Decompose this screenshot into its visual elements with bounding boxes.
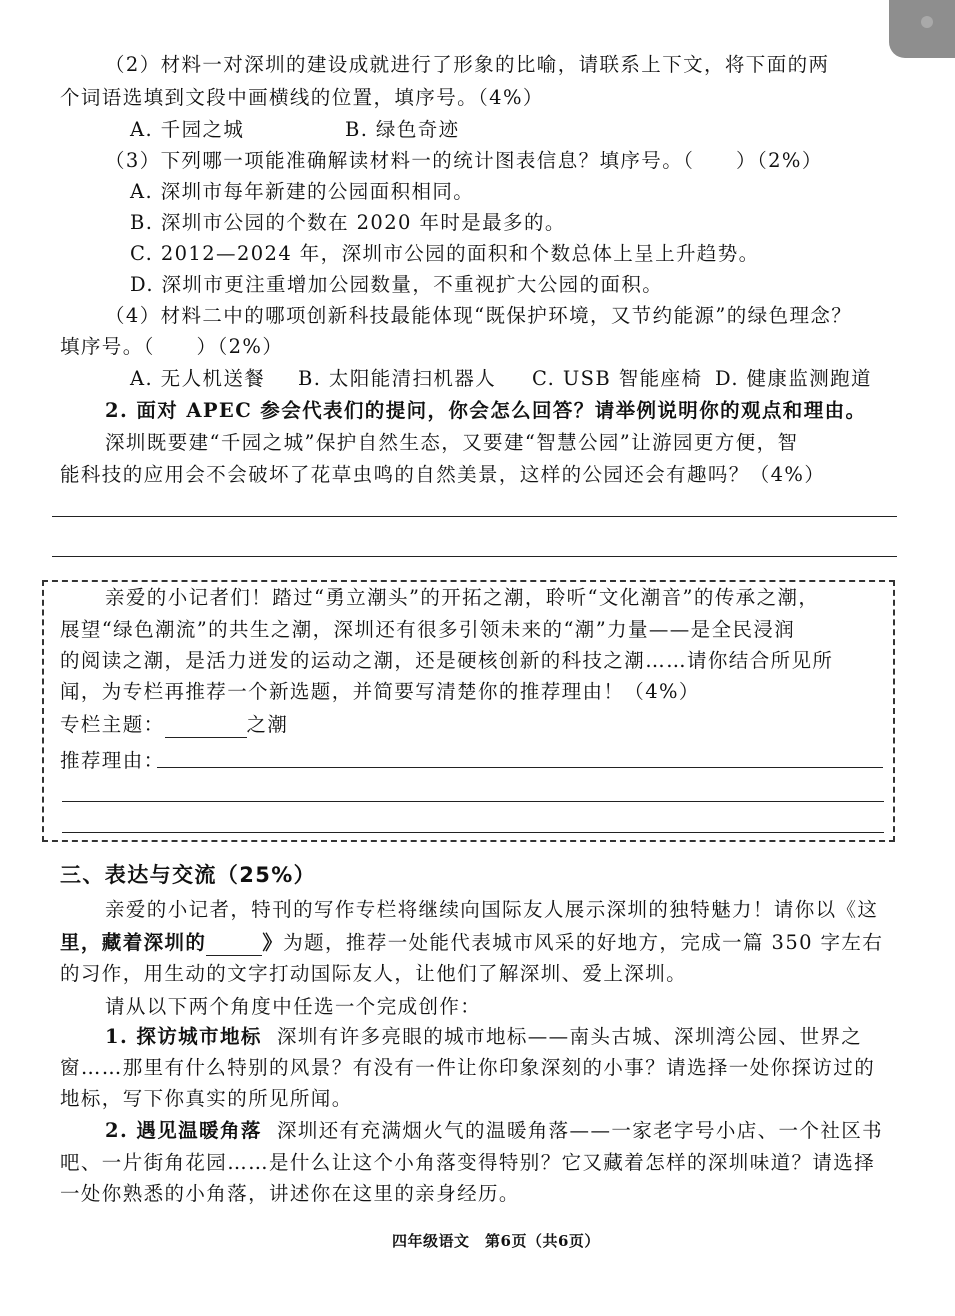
dot-icon	[921, 16, 933, 28]
s3-option1-line1	[105, 1024, 862, 1050]
page-footer: 四年级语文 第6页（共6页）	[392, 1232, 600, 1250]
q2-line2: 个词语选填到文段中画横线的位置，填序号。（4%）	[60, 86, 544, 109]
q4-option-b: B. 太阳能清扫机器人	[298, 367, 497, 390]
box-line4: 闻，为专栏再推荐一个新选题，并简要写清楚你的推荐理由！（4%）	[60, 680, 700, 703]
q4-option-c: C. USB 智能座椅	[532, 367, 703, 390]
option1-title: 1. 探访城市地标	[105, 1025, 262, 1048]
answer-line-1[interactable]	[52, 516, 897, 517]
s3-option2-line1	[105, 1118, 883, 1144]
overlay-button[interactable]	[889, 0, 955, 58]
q3-option-c: C. 2012—2024 年，深圳市公园的面积和个数总体上呈上升趋势。	[130, 242, 760, 265]
title-blank[interactable]	[206, 935, 262, 956]
reason-line-2[interactable]	[62, 801, 884, 802]
reason-label: 推荐理由：	[60, 749, 165, 772]
option1-text: 深圳有许多亮眼的城市地标——南头古城、深圳湾公园、世界之	[276, 1025, 863, 1048]
title-rest: 为题，推荐一处能代表城市风采的好地方，完成一篇 350 字左右	[283, 931, 884, 954]
apec-question-line1: 深圳既要建“千园之城”保护自然生态，又要建“智慧公园”让游园更方便，智	[105, 431, 799, 454]
apec-question-title: 2. 面对 APEC 参会代表们的提问，你会怎么回答？请举例说明你的观点和理由。	[105, 399, 867, 422]
q2-line1: （2）材料一对深圳的建设成就进行了形象的比喻，请联系上下文，将下面的两	[105, 53, 830, 76]
s3-option1-line3: 地标，写下你真实的所见所闻。	[60, 1087, 353, 1110]
q4-line2: 填序号。（ ）（2%）	[60, 335, 284, 358]
q3-stem: （3）下列哪一项能准确解读材料一的统计图表信息？填序号。（ ）（2%）	[105, 149, 823, 172]
theme-row	[60, 712, 288, 738]
s3-option1-line2: 窗……那里有什么特别的风景？有没有一件让你印象深刻的小事？请选择一处你探访过的	[60, 1056, 876, 1079]
s3-p2: 请从以下两个角度中任选一个完成创作：	[105, 995, 482, 1018]
theme-label: 专栏主题：	[60, 713, 165, 736]
s3-p1-line3: 的习作，用生动的文字打动国际友人，让他们了解深圳、爱上深圳。	[60, 962, 688, 985]
reason-line-1[interactable]	[157, 767, 883, 768]
s3-p1-line1: 亲爱的小记者，特刊的写作专栏将继续向国际友人展示深圳的独特魅力！请你以《这	[105, 898, 879, 921]
q4-option-d: D. 健康监测跑道	[715, 367, 872, 390]
option2-title: 2. 遇见温暖角落	[105, 1119, 262, 1142]
q4-option-a: A. 无人机送餐	[130, 367, 266, 390]
apec-question-line2: 能科技的应用会不会破坏了花草虫鸣的自然美景，这样的公园还会有趣吗？（4%）	[60, 463, 826, 486]
q2-option-a: A. 千园之城	[130, 118, 245, 141]
s3-option2-line2: 吧、一片街角花园……是什么让这个小角落变得特别？它又藏着怎样的深圳味道？请选择	[60, 1151, 876, 1174]
box-line3: 的阅读之潮，是活力迸发的运动之潮，还是硬核创新的科技之潮……请你结合所见所	[60, 649, 834, 672]
q3-option-a: A. 深圳市每年新建的公园面积相同。	[130, 180, 475, 203]
option2-text: 深圳还有充满烟火气的温暖角落——一家老字号小店、一个社区书	[276, 1119, 884, 1142]
box-line1: 亲爱的小记者们！踏过“勇立潮头”的开拓之潮，聆听“文化潮音”的传承之潮，	[105, 586, 820, 609]
q2-option-b: B. 绿色奇迹	[345, 118, 460, 141]
s3-p1-line2	[60, 930, 883, 956]
q3-option-b: B. 深圳市公园的个数在 2020 年时是最多的。	[130, 211, 566, 234]
box-line2: 展望“绿色潮流”的共生之潮，深圳还有很多引领未来的“潮”力量——是全民浸润	[60, 618, 796, 641]
theme-suffix: 之潮	[246, 713, 289, 736]
title-prefix: 里，藏着深圳的	[60, 931, 207, 954]
q4-line1: （4）材料二中的哪项创新科技最能体现“既保护环境，又节约能源”的绿色理念？	[105, 304, 853, 327]
s3-option2-line3: 一处你熟悉的小角落，讲述你在这里的亲身经历。	[60, 1182, 520, 1205]
answer-line-2[interactable]	[52, 556, 897, 557]
reason-line-3[interactable]	[62, 832, 884, 833]
theme-blank[interactable]	[165, 717, 247, 738]
title-close: 》	[262, 931, 284, 954]
q3-option-d: D. 深圳市更注重增加公园数量，不重视扩大公园的面积。	[130, 273, 664, 296]
section3-heading: 三、表达与交流（25%）	[60, 863, 317, 887]
